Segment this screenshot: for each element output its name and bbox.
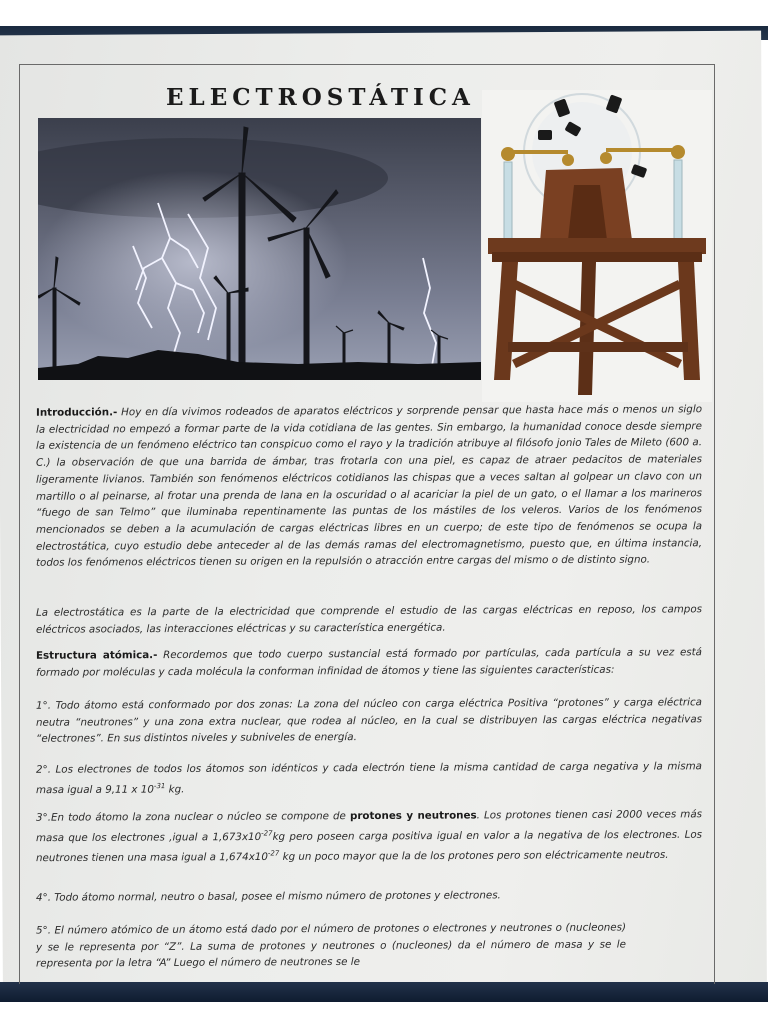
- item-2-text: 2°. Los electrones de todos los átomos son idénticos y cada electrón tiene la misma cantidad de carga negativa y la misma masa igual a 9,11 x 10: [36, 760, 702, 796]
- item-5: 5°. El número atómico de un átomo está dado por el número de protones o electrones y neutrones o (nucleones) y se le representa por “Z”. La suma de protones y neutrones o (nucleones) da el número de masa y se le representa por la letra “A” Luego el número de neutrones se le: [36, 921, 626, 970]
- estructura-label: Estructura atómica.-: [36, 649, 158, 662]
- item-2-exponent: -31: [153, 781, 166, 790]
- wind-turbines-lightning-photo: [38, 118, 481, 380]
- item-3-text-c: kg pero poseen carga positiva igual en valor a la negativa de los electrones. Los neutrones tienen una masa igual a 1,674x10: [36, 828, 702, 864]
- item-2-unit: kg.: [165, 783, 185, 796]
- estructura-paragraph: [36, 644, 702, 681]
- definition-paragraph: La electrostática es la parte de la electricidad que comprende el estudio de las cargas eléctricas en reposo, los campos eléctricos asociados, las interacciones eléctricas y su característica energética.: [36, 603, 702, 636]
- item-3-exponent-1: -27: [261, 829, 273, 838]
- background-bottom-edge: [0, 982, 768, 1002]
- item-3-and: y: [401, 809, 418, 822]
- item-3-text-d: kg un poco mayor que la de los protones pero son eléctricamente neutros.: [279, 848, 669, 863]
- item-3-protones: protones: [349, 809, 402, 823]
- electrostatic-machine-photo: [482, 90, 712, 402]
- item-3-neutrones: neutrones: [417, 809, 477, 822]
- page-title: ELECTROSTÁTICA: [166, 84, 475, 111]
- item-2: [36, 758, 702, 798]
- intro-label: Introducción.-: [36, 406, 118, 419]
- item-3: [36, 806, 702, 866]
- item-3-text-b: . Los protones tienen casi 2000 veces más masa que los electrones ,igual a 1,673x10: [36, 808, 702, 844]
- item-1: 1°. Todo átomo está conformado por dos zonas: La zona del núcleo con carga eléctrica Positiva “protones” y carga eléctrica neutra “neutrones” y una zona extra nuclear, que rodea al núcleo, en la cual se distribuyen las cargas eléctrica negativas “electrones”. En sus distintos niveles y subniveles de energía.: [36, 696, 702, 746]
- item-3-text-a: 3°.En todo átomo la zona nuclear o núcleo se compone de: [36, 810, 350, 824]
- intro-paragraph: [36, 401, 702, 572]
- item-3-exponent-2: -27: [267, 849, 280, 858]
- intro-text: Hoy en día vivimos rodeados de aparatos eléctricos y sorprende pensar que hasta hace más o menos un siglo la electricidad no empezó a formar parte de la vida cotidiana de las gentes. Sin embargo, la humanidad conoce desde siempre la existencia de un fenómeno eléctrico tan conspicuo como el rayo y la tradición atribuye al filósofo jonio Tales de Mileto (600 a. C.) la observación de que una barrida de ámbar, tras frotarla con una piel, es capaz de atraer pedacitos de materiales ligeramente livianos. También son fenómenos eléctricos cotidianos las chispas que a veces saltan al golpear un clavo con un martillo o al peinarse, al frotar una prenda de lana en la oscuridad o al acariciar la piel de un gato, o el llamar a los marineros “fuego de san Telmo” que iluminaba repentinamente las puntas de los mástiles de los veleros. Varios de los fenómenos mencionados se deben a la acumulación de cargas eléctricas libres en un cuerpo; de este tipo de fenómenos se ocupa la electrostática, cuyo estudio debe anteceder al de las demás ramas del electromagnetismo, puesto que, en última instancia, todos los fenómenos eléctricos tienen su origen en la repulsión o atracción entre cargas del mismo o de distinto signo.: [36, 403, 702, 570]
- item-4: 4°. Todo átomo normal, neutro o basal, posee el mismo número de protones y electrones.: [36, 889, 501, 904]
- estructura-text: Recordemos que todo cuerpo sustancial está formado por partículas, cada partícula a su vez está formado por moléculas y cada molécula la conforman infinidad de átomos y tiene las siguientes características:: [36, 646, 702, 679]
